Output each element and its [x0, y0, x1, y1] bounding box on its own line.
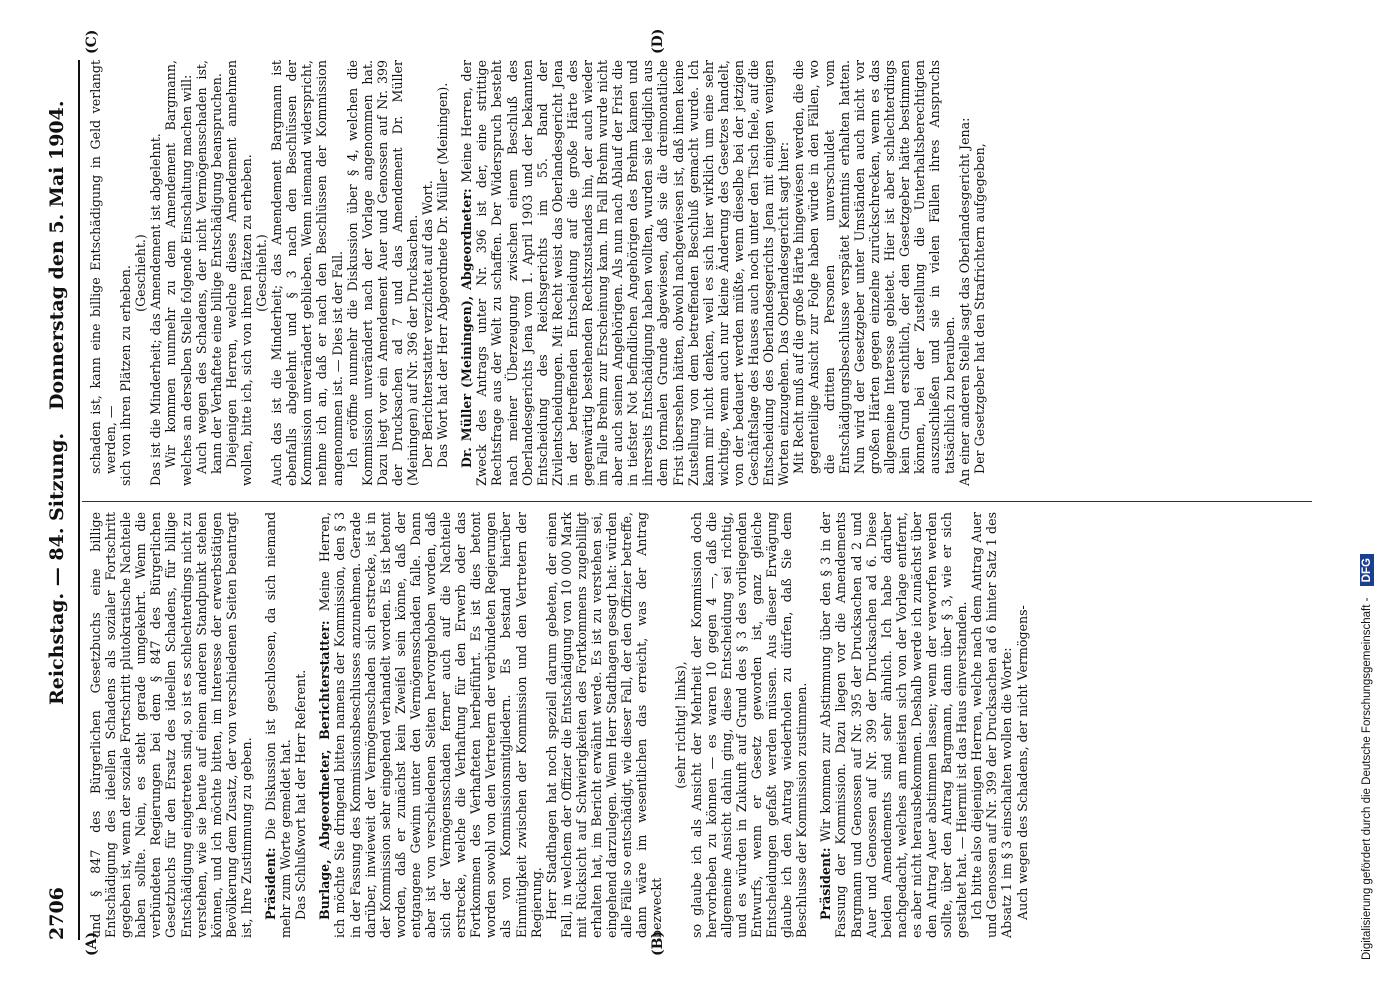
speaker-paragraph: Dr. Müller (Meiningen), Abgeordneter: Meine Herren, der Zweck des Antrags unter Nr. 396 ist der, eine strittige Rechtsfrage aus der Welt zu schaffen. Der Widerspruch besteht nach meiner Überzeugung zwischen einem Beschluß des Oberlandesgerichts Jena vom 1. April 1903 und der bekannten Entscheidung des Reichsgerichts im 55. Band der Zivilentscheidungen. Mit Recht weist das Oberlandesgericht Jena in der betreffenden Entscheidung auf die große Härte des gegenwärtig bestehenden Rechtszustandes hin, der auch wieder im Falle Brehm zur Erscheinung kam. Im Fall Brehm wurde nicht aber auch seinen Angehörigen. Als nun nach Ablauf der Frist die in tiefster Not befindlichen Angehörigen des Brehm kamen und ihrerseits Entschädigung haben wollten, wurden sie lediglich aus dem formalen Grunde abgewiesen, daß sie die dreimonatliche Frist übersehen hätten, obwohl nachgewiesen ist, daß ihnen keine Zustellung von dem betreffenden Beschluß gemacht wurde. Ich kann mir nicht denken, weil es sich hier wirklich um eine sehr wichtige, wenn auch nur kleine Änderung des Gesetzes handelt, von der bedauert werden müßte, wenn dieselbe bei der jetzigen Geschäftslage des Hauses auch noch unter den Tisch fiele, auf die Entscheidung des Oberlandesgerichts Jena mit einigen wenigen Worten einzugehen. Das Oberlandesgericht sagt hier:	[459, 60, 792, 486]
speaker-paragraph: Burlage, Abgeordneter, Berichterstatter: Meine Herren, ich möchte Sie dringend bitten namens der Kommission, den § 3 in der Fassung des Kommissionsbeschlusses anzunehmen. Gerade darüber, inwieweit der Vermögensschaden sich erstrecke, ist in der Kommission sehr eingehend verhandelt worden. Es ist betont worden, daß er zunächst kein Zweifel sein könne, daß der entgangene Gewinn unter den Vermögensschaden falle. Dann aber ist von verschiedenen Seiten hervorgehoben worden, daß sich der Vermögensschaden ferner auch auf die Nachteile erstrecke, welche die Verhaftung für den Erwerb oder das Fortkommen des Verhafteten herbeiführt. Es ist dies betont worden sowohl von den Vertretern der verbündeten Regierungen als von Kommissionsmitgliedern. Es bestand hierüber Einmütigkeit zwischen der Kommission und den Vertretern der Regierung.	[317, 512, 544, 938]
paragraph: Herr Stadthagen hat noch speziell darum gebeten, der einen Fall, in welchem der Offizier die Entschädigung von 10 000 Mark mit Rücksicht auf Schwierigkeiten des Fortkommens zugebilligt erhalten hat, im Bericht erwähnt werde. Es ist zu verstehen sei, eingehend darzulegen. Wenn Herr Stadthagen gesagt hat: würden alle Fälle so entschädigt, wie dieser Fall, der den Offizier betreffe, dann wäre im wesentlichen das erreicht, was der Antrag bezweckt	[543, 512, 665, 938]
speaker-name: Präsident:	[263, 847, 279, 920]
stage-direction: (Geschieht.)	[133, 234, 149, 312]
right-text-column	[88, 60, 1318, 486]
margin-mark-d: (D)	[650, 28, 666, 54]
paragraph: Wir kommen nunmehr zu dem Amendement Bargmann, welches an derselben Stelle folgende Einschaltung machen will:	[163, 60, 194, 486]
digitization-credit-text-wrap	[1356, 80, 1378, 960]
session-title: Reichstag. — 84. Sitzung.	[46, 432, 68, 705]
header-rule	[78, 60, 80, 940]
paragraph: Ich bitte also diejenigen Herren, welche nach dem Antrag Auer und Genossen auf Nr. 399 der Drucksachen ad 6 hinter Satz 1 des Absatz 1 im § 3 einschalten wollen die Worte:	[969, 512, 1015, 938]
margin-mark-c: (C)	[84, 29, 100, 54]
quoted-text: Auch wegen des Schadens, der nicht Vermögensschaden ist, kann der Verhaftete eine billige Entschädigung beanspruchen.	[193, 60, 224, 474]
quoted-text: Mit Recht muß auf die große Härte hingewiesen werden, die die gegenteilige Ansicht zur Folge haben würde in den Fällen, wo die dritten Personen unverschuldet vom Entschädigungsbeschlusse verspätet Kenntnis erhalten hatten. Nun wird der Gesetzgeber unter Umständen auch nicht vor großen Härten gegen einzelne zurückschrecken, wenn es das allgemeine Interesse gebietet. Hier ist aber schlechterdings kein Grund ersichtlich, der den Gesetzgeber hätte bestimmen können, bei der Zustellung die Unterhaltsberechtigten auszuschließen und sie in vielen Fällen ihres Anspruchs tatsächlich zu berauben.	[791, 60, 958, 474]
margin-mark-a: (A)	[84, 931, 100, 956]
running-header	[40, 60, 74, 940]
paragraph: Das Wort hat der Herr Abgeordnete Dr. Müller (Meiningen).	[435, 82, 451, 468]
paragraph: Auch das ist die Minderheit; das Amendement Bargmann ist ebenfalls abgelehnt und § 3 nach den Beschlüssen der Kommission unverändert geblieben. Wenn niemand widerspricht, nehme ich an, daß er nach den Beschlüssen der Kommission angenommen ist. — Dies ist der Fall.	[269, 60, 345, 486]
speaker-name: Dr. Müller (Meiningen), Abgeordneter:	[459, 188, 475, 468]
left-text-column	[88, 512, 1318, 938]
speaker-paragraph: Präsident: Wir kommen zur Abstimmung über den § 3 in der Fassung der Kommission. Dazu liegen vor die Amendements Bargmann und Genossen auf Nr. 395 der Drucksachen ad 2 und Auer und Genossen auf Nr. 399 der Drucksachen ad 6. Diese beiden Amendements sind sehr ähnlich. Ich habe darüber nachgedacht, welches am meisten sich von der Vorlage entfernt, es aber nicht herausbekommen. Deshalb werde ich zunächst über den Antrag Auer abstimmen lassen; wenn der verworfen werden sollte, über den Antrag Bargmann, dann über § 3, wie er sich gestaltet hat. — Hiermit ist das Haus einverstanden.	[818, 512, 970, 938]
dfg-logo: DFG	[1360, 554, 1374, 586]
paragraph: Ich eröffne nunmehr die Diskussion über § 4, welchen die Kommission unverändert nach der Vorlage angenommen hat. Dazu liegt vor ein Amendement Auer und Genossen auf Nr. 399 der Drucksachen ad 7 und das Amendement Dr. Müller (Meiningen) auf Nr. 396 der Drucksachen.	[344, 60, 420, 486]
quoted-text: Der Gesetzgeber hat den Strafrichtern aufgegeben,	[972, 143, 988, 474]
session-date: Donnerstag den 5. Mai 1904.	[46, 100, 68, 410]
credit-text: Digitalisierung gefördert durch die Deutsche Forschungsgemeinschaft -	[1361, 597, 1373, 960]
page-number: 2706	[46, 887, 68, 940]
paragraph: sich von ihren Plätzen zu erheben.	[118, 265, 134, 486]
paragraph: Auch wegen des Schadens, der nicht Vermögens-	[1014, 605, 1030, 920]
interjection: (sehr richtig! links),	[673, 661, 689, 789]
speaker-name: Präsident:	[818, 847, 834, 920]
column-divider	[82, 501, 1312, 502]
paragraph: so glaube ich als Ansicht der Mehrheit der Kommission doch hervorheben zu können — es waren 10 gegen 4 —, daß die allgemeine Ansicht dahin ging, diese Entscheidung sei richtig, und es würden in Zukunft auf Grund des § 3 des vorliegenden Entwurfs, wenn er Gesetz geworden ist, ganz gleiche Entscheidungen gefaßt werden müssen. Aus dieser Erwägung glaube ich den Antrag wiederholen zu dürfen, daß Sie dem Beschlusse der Kommission zustimmen.	[688, 512, 810, 938]
digitization-credit	[1356, 80, 1378, 960]
paragraph: Das ist die Minderheit; das Amendement ist abgelehnt.	[148, 133, 164, 486]
speaker-paragraph: Präsident: Die Diskussion ist geschlossen, da sich niemand mehr zum Worte gemeldet hat.	[263, 512, 294, 938]
speaker-name: Burlage, Abgeordneter, Berichterstatter:	[317, 620, 333, 920]
stage-direction: (Geschieht.)	[254, 234, 270, 312]
paragraph: und § 847 des Bürgerlichen Gesetzbuchs eine billige Entschädigung des ideellen Schadens als sozialer Fortschritt gegeben ist, wenn der soziale Fortschritt plutokratische Nachteile haben sollte. Nein, es steht gerade umgekehrt. Wenn die verbündeten Regierungen bei dem § 847 des Bürgerlichen Gesetzbuchs für den Ersatz des ideellen Schadens, für billige Entschädigung eingetreten sind, so ist es schlechterdings nicht zu verstehen, wie sie heute auf einem anderen Standpunkt stehen können, und ich möchte bitten, im Interesse der erwerbstätigen Bevölkerung dem Zusatz, der von verschiedenen Seiten beantragt ist, Ihre Zustimmung zu geben.	[88, 512, 254, 938]
paragraph: Diejenigen Herren, welche dieses Amendement annehmen wollen, bitte ich, sich von ihren Plätzen zu erheben.	[223, 60, 254, 486]
paragraph: Der Berichterstatter verzichtet auf das Wort.	[420, 180, 436, 468]
paragraph: An einer anderen Stelle sagt das Oberlandesgericht Jena:	[957, 117, 973, 486]
quoted-text: schaden ist, kann eine billige Entschädigung in Geld verlangt werden, —	[88, 60, 119, 474]
margin-mark-b: (B)	[650, 930, 666, 956]
paragraph: Das Schlußwort hat der Herr Referent.	[293, 669, 309, 920]
